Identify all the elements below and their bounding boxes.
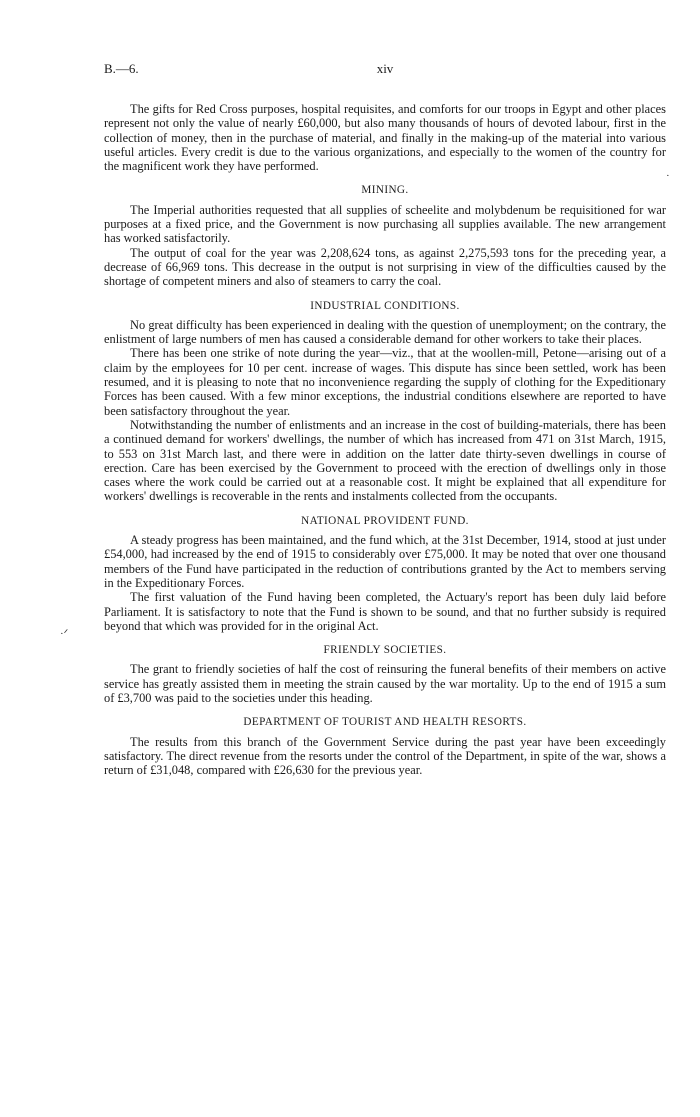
paragraph: The gifts for Red Cross purposes, hospital requisites, and comforts for our troops in Egypt and other places represent not only the value of nearly £60,000, but also many thousands of hours of devoted labour, first in the collection of money, then in the purchase of material, and finally in the making-up of the material into various useful articles. Every credit is due to the various organizations, and especially to the women of the country for the magnificent work they have performed. (104, 102, 666, 174)
paragraph: The Imperial authorities requested that all supplies of scheelite and molybdenum be requisitioned for war purposes at a fixed price, and the Government is now purchasing all supplies available. The new arrangement has worked satisfactorily. (104, 202, 666, 246)
section-mining (104, 183, 666, 288)
section-industrial-conditions (104, 299, 666, 504)
section-heading: DEPARTMENT OF TOURIST AND HEALTH RESORTS. (243, 716, 527, 729)
document-page (104, 62, 666, 777)
paragraph: There has been one strike of note during the year—viz., that at the woollen-mill, Petone—arising out of a claim by the employees for 10 per cent. increase of wages. This dispute has since been settled, work has been resumed, and it is pleasing to note that no inconvenience regarding the supply of clothing for the Expeditionary Forces has been caused. With a few minor exceptions, the industrial conditions elsewhere are reported to have been satisfactory throughout the year. (104, 346, 666, 418)
section-friendly-societies (104, 643, 666, 705)
document-reference: B.—6. (104, 61, 139, 76)
section-national-provident-fund (104, 514, 666, 633)
section-heading: INDUSTRIAL CONDITIONS. (310, 299, 460, 312)
paragraph: No great difficulty has been experienced in dealing with the question of unemployment; on the contrary, the enlistment of large numbers of men has caused a considerable demand for other workers to take their places. (104, 317, 666, 347)
section-heading: MINING. (361, 184, 409, 197)
section-heading: NATIONAL PROVIDENT FUND. (301, 514, 469, 527)
paragraph: The grant to friendly societies of half the cost of reinsuring the funeral benefits of their members on active service has greatly assisted them in meeting the strain caused by the war mortality. Up to the end of 1915 a sum of £3,700 was paid to the societies under this heading. (104, 662, 666, 705)
section-heading: FRIENDLY SOCIETIES. (323, 644, 447, 657)
paragraph: Notwithstanding the number of enlistments and an increase in the cost of building-materials, there has been a continued demand for workers' dwellings, the number of which has increased from 471 on 31st March, 1915, to 553 on 31st March last, and there were in addition on the latter date thirty-seven dwellings in course of erection. Care has been exercised by the Government to proceed with the erection of dwellings only in those cases where the work could be carried out at a reasonable cost. It might be explained that all expenditure for workers' dwellings is recoverable in the rents and instalments collected from the occupants. (104, 417, 666, 504)
margin-dot: · (666, 170, 670, 182)
page-number: xiv (376, 61, 394, 76)
paragraph: A steady progress has been maintained, and the fund which, at the 31st December, 1914, stood at just under £54,000, had increased by the end of 1915 to considerably over £75,000. It may be noted that over one thousand members of the Fund have participated in the reduction of contributions granted by the Act to members serving in the Expeditionary Forces. (104, 533, 666, 590)
section-tourist-health-resorts (104, 715, 666, 777)
paragraph: The first valuation of the Fund having been completed, the Actuary's report has been duly laid before Parliament. It is satisfactory to note that the Fund is shown to be sound, and that no further subsidy is required beyond that which was provided for in the original Act. (104, 590, 666, 633)
page-header (104, 62, 666, 102)
section-red-cross (104, 102, 666, 173)
margin-mark: ·ᐟ (60, 628, 69, 640)
paragraph: The results from this branch of the Government Service during the past year have been exceedingly satisfactory. The direct revenue from the resorts under the control of the Department, in spite of the war, shows a return of £31,048, compared with £26,630 for the previous year. (104, 734, 666, 778)
paragraph: The output of coal for the year was 2,208,624 tons, as against 2,275,593 tons for the preceding year, a decrease of 66,969 tons. This decrease in the output is not surprising in view of the difficulties caused by the shortage of competent miners and also of steamers to carry the coal. (104, 245, 666, 289)
